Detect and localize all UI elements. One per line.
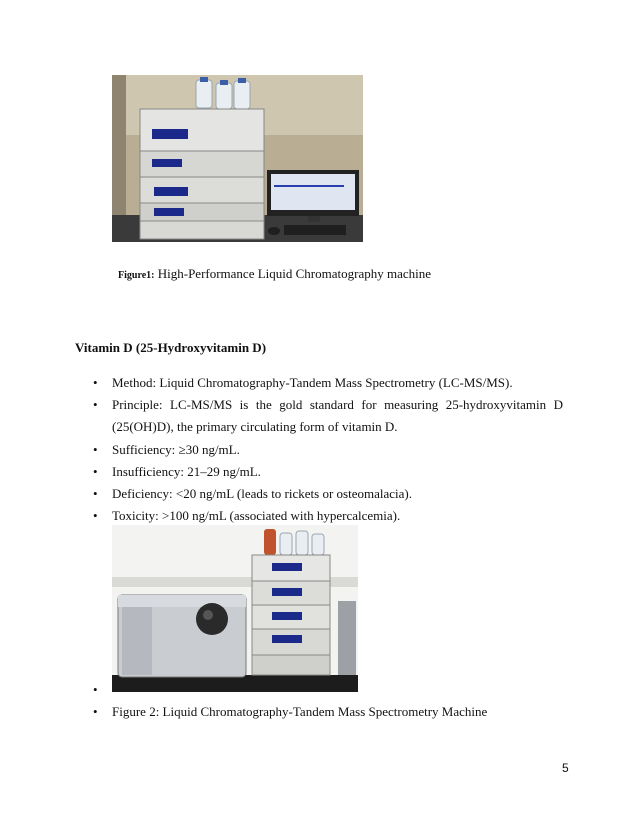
figure1-label: Figure1: <box>118 270 155 281</box>
list-item-text: 21–29 ng/mL. <box>183 464 261 479</box>
figure1-caption-text: High-Performance Liquid Chromatography machine <box>154 266 432 281</box>
list-item-label: Method: <box>112 375 157 390</box>
list-item <box>112 509 400 523</box>
list-item <box>112 443 240 457</box>
hplc-machine-photo <box>112 75 363 242</box>
bullet-icon: • <box>93 682 98 697</box>
list-item-label: Deficiency: <box>112 486 173 501</box>
list-item-text: LC-MS/MS is the gold standard for measuring 25-hydroxyvitamin D <box>162 397 563 412</box>
bullet-icon: • <box>93 464 98 479</box>
list-item <box>112 398 563 412</box>
bullet-icon: • <box>93 397 98 412</box>
list-item <box>112 465 261 479</box>
list-item-text: <20 ng/mL (leads to rickets or osteomalacia). <box>172 486 412 501</box>
lcms-machine-photo <box>112 525 358 692</box>
bullet-icon: • <box>93 375 98 390</box>
bullet-icon: • <box>93 508 98 523</box>
list-item-label: Sufficiency: <box>112 442 176 457</box>
list-item-label: Insufficiency: <box>112 464 184 479</box>
list-item-text: ≥30 ng/mL. <box>175 442 240 457</box>
figure1-caption <box>118 266 431 282</box>
list-item-text: Liquid Chromatography-Tandem Mass Spectrometry (LC-MS/MS). <box>156 375 513 390</box>
section-heading: Vitamin D (25-Hydroxyvitamin D) <box>75 340 267 355</box>
bullet-icon: • <box>93 704 98 719</box>
bullet-icon: • <box>93 442 98 457</box>
list-item-label: Toxicity: <box>112 508 159 523</box>
list-item-text: >100 ng/mL (associated with hypercalcemia). <box>158 508 401 523</box>
list-item <box>112 376 513 390</box>
page-number: 5 <box>562 761 569 775</box>
list-item <box>112 487 412 501</box>
list-item-label: Principle: <box>112 397 163 412</box>
bullet-icon: • <box>93 486 98 501</box>
figure2-caption: Figure 2: Liquid Chromatography-Tandem Mass Spectrometry Machine <box>112 704 488 719</box>
list-item-continuation: (25(OH)D), the primary circulating form of vitamin D. <box>112 419 398 434</box>
